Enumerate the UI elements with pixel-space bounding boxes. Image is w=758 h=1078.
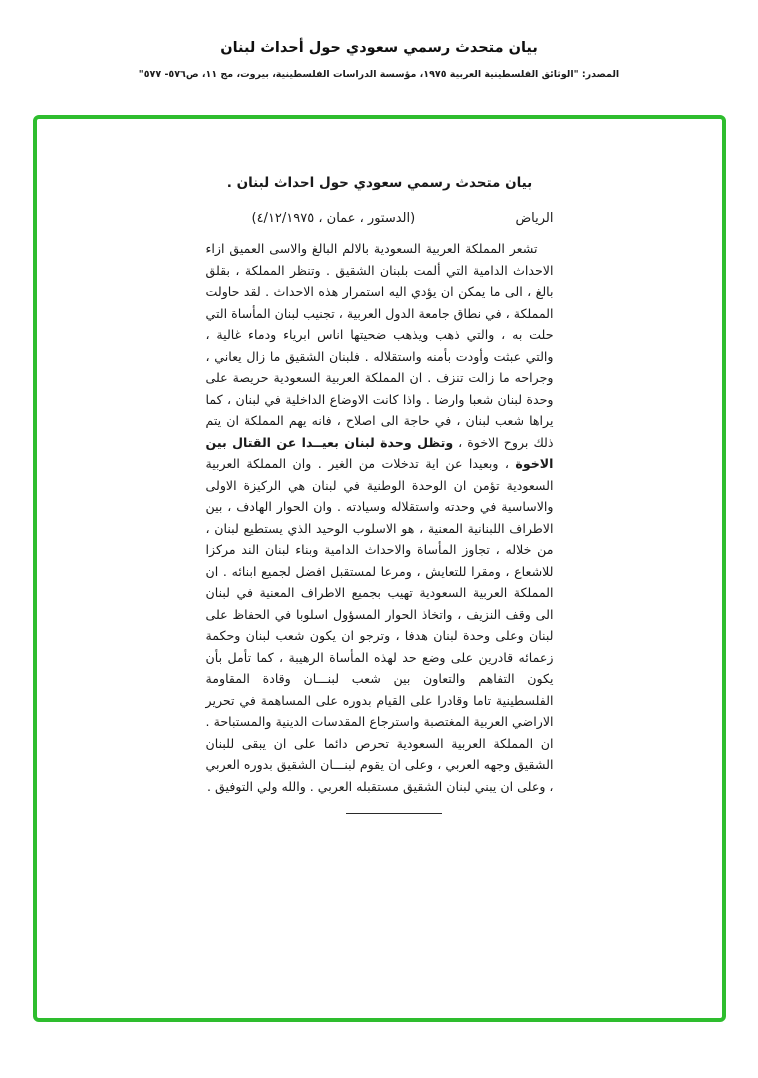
end-rule <box>346 813 442 814</box>
header-title: بيان متحدث رسمي سعودي حول أحداث لبنان <box>220 40 538 56</box>
dateline-city: الرياض <box>515 211 554 226</box>
dateline <box>206 211 554 226</box>
page-header <box>0 0 758 80</box>
body-segment: تشعر المملكة العربية السعودية بالالم البالغ والاسى العميق ازاء الاحداث الدامية التي ألمت بلبنان الشقيق . وتنظر المملكة ، بقلق بالغ ، الى ما يمكن ان يؤدي اليه استمرار هذه الاحداث . لقد حاولت المملكة ، في نطاق جامعة الدول العربية ، تجنيب لبنان المأساة التي حلت به ، والتي ذهب ويذهب ضحيتها اناس ابرياء ودماء غالية ، والتي عبثت وأودت بأمنه واستقلاله . فلبنان الشقيق ما زال يعاني ، وجراحه ما زالت تنزف . ان المملكة العربية السعودية حريصة على وحدة لبنان شعبا وارضا . واذا كانت الاوضاع الداخلية في لبنان ، كما يراها شعب لبنان ، في حاجة الى اصلاح ، فانه يهم المملكة ان يتم ذلك بروح الاخوة ، <box>205 241 554 450</box>
body-segment: ، وبعيدا عن اية تدخلات من الغير . وان المملكة العربية السعودية تؤمن ان الوحدة الوطنية في لبنان هي الركيزة الاولى والاساسية في وحدته واستقلاله وسيادته . وان الحوار الهادف ، بين الاطراف اللبنانية المعنية ، هو الاسلوب الوحيد الذي يستطيع لبنان ، من خلاله ، تجاوز المأساة والاحداث الدامية وبناء لبنان الند مركزا للاشعاع ، ومقرا للتعايش ، ومرعا لمستقبل افضل لجميع ابنائه . ان المملكة العربية السعودية تهيب بجميع الاطراف المعنية في لبنان الى وقف النزيف ، واتخاذ الحوار المسؤول اسلوبا في الحفاظ على لبنان وعلى وحدة لبنان هدفا ، وترجو ان يكون شعب لبنان وحكمة زعمائه قادرين على وضع حد لهذه المأساة الرهيبة ، كما تأمل بأن يكون التفاهم والتعاون بين شعب لبنـــان وقادة المقاومة الفلسطينية تاما وقادرا على القيام بدوره على المساهمة في تحرير الاراضي العربية المغتصبة واسترجاع المقدسات الدينية والمستباحة . ان المملكة العربية السعودية تحرص دائما على ان يبقى للبنان الشقيق وجهه العربي ، وعلى ان يقوم لبنـــان الشقيق بدوره العربي ، وعلى ان يبني لبنان الشقيق مستقبله العربي . والله ولي التوفيق . <box>205 456 554 794</box>
body-segment-bold: وتظل وحدة لبنان بعيــدا عن القتال بين الاخوة <box>205 434 554 471</box>
document-title: بيان متحدث رسمي سعودي حول احداث لبنان . <box>226 175 533 191</box>
document-frame <box>33 115 726 1022</box>
dateline-source: (الدستور ، عمان ، ٤/١٢/١٩٧٥) <box>251 211 416 226</box>
scanned-document <box>206 175 554 814</box>
header-source-citation: المصدر: "الوثائق الفلسطينية العربية ١٩٧٥، مؤسسة الدراسات الفلسطينية، بيروت، مج ١١، ص٥٧٦- ٥٧٧" <box>138 69 620 80</box>
document-body <box>206 238 554 797</box>
